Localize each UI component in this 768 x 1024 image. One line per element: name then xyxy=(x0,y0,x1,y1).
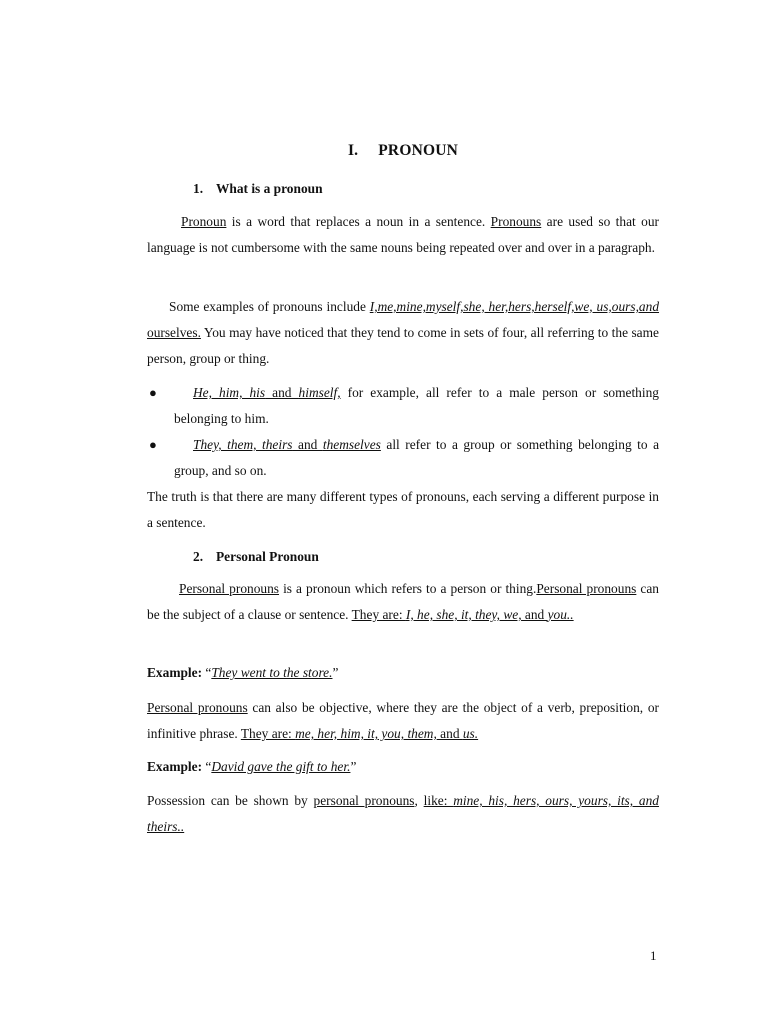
paragraph-personal-subject xyxy=(147,576,659,628)
paragraph-text: can also be objective, where they are the object of a verb, preposition, or infinitive phrase. xyxy=(147,700,659,741)
paragraph-text: are used so that our language is not cumbersome with the same nouns being repeated over and over in a paragraph. xyxy=(147,214,659,255)
section-heading-what-is-pronoun xyxy=(193,181,323,197)
bullet-icon: ● xyxy=(149,437,157,452)
paragraph-possession xyxy=(147,788,659,840)
example-label: Example: xyxy=(147,759,203,774)
bullet-connector: and xyxy=(265,385,299,400)
quote-close: ” xyxy=(350,759,357,774)
paragraph-text: You may have noticed that they tend to come in sets of four, all referring to the same person, group or thing. xyxy=(147,325,659,366)
section-heading-personal-pronoun xyxy=(193,549,319,565)
list-item xyxy=(147,432,659,484)
paragraph-text: is a pronoun which refers to a person or thing. xyxy=(279,581,537,596)
section-number: 1. xyxy=(193,181,204,196)
bullet-pronouns: They, them, theirs xyxy=(193,437,293,452)
example-label: Example: xyxy=(147,665,203,680)
bullet-text: for example, all refer to a male person or something belonging to him. xyxy=(174,385,659,426)
term-personal-pronouns: Personal pronouns xyxy=(179,581,280,596)
object-pronoun-list: me, her, him, it, you, them, xyxy=(295,726,437,741)
bullet-pronoun-last: himself, xyxy=(298,385,341,400)
bullet-pronouns: He, him, his xyxy=(193,385,266,400)
list-item xyxy=(147,380,659,432)
term-personal-pronouns: Personal pronouns xyxy=(147,700,248,715)
paragraph-text: Some examples of pronouns include xyxy=(169,299,370,314)
example-object xyxy=(147,754,659,780)
term-personal-pronouns: Personal pronouns xyxy=(536,581,637,596)
pronoun-example-last: ourselves. xyxy=(147,325,201,340)
paragraph-examples xyxy=(147,294,659,372)
object-pronoun-last: us. xyxy=(462,726,479,741)
document-page xyxy=(147,0,659,1024)
bullet-pronoun-last: themselves xyxy=(322,437,381,452)
page-number: 1 xyxy=(650,948,657,963)
quote-open: “ xyxy=(202,665,212,680)
subject-pronoun-last: you.. xyxy=(547,607,574,622)
term-personal-pronouns: personal pronouns xyxy=(313,793,415,808)
paragraph-text: , xyxy=(414,793,424,808)
section-heading-text: What is a pronoun xyxy=(216,181,323,196)
bullet-icon: ● xyxy=(149,385,157,400)
they-are-label: They are: xyxy=(351,607,406,622)
paragraph-definition xyxy=(147,209,659,261)
term-pronouns: Pronouns xyxy=(490,214,542,229)
list-connector: and xyxy=(521,607,548,622)
term-pronoun: Pronoun xyxy=(181,214,227,229)
list-connector: and xyxy=(436,726,463,741)
pronoun-example-list: I,me,mine,myself,she, her,hers,herself,we, us,ours,and xyxy=(369,299,660,314)
paragraph-types: The truth is that there are many different types of pronouns, each serving a different purpose in a sentence. xyxy=(147,489,659,530)
page-title xyxy=(147,142,659,160)
paragraph-personal-object xyxy=(147,695,659,747)
bullet-text: all refer to a group or something belonging to a group, and so on. xyxy=(174,437,660,478)
quote-open: “ xyxy=(202,759,212,774)
example-sentence: They went to the store. xyxy=(211,665,333,680)
paragraph-text: is a word that replaces a noun in a sentence. xyxy=(226,214,491,229)
bullet-connector: and xyxy=(292,437,323,452)
paragraph-text: Possession can be shown by xyxy=(147,793,314,808)
they-are-label: They are: xyxy=(240,726,296,741)
section-heading-text: Personal Pronoun xyxy=(216,549,319,564)
example-sentence: David gave the gift to her. xyxy=(211,759,351,774)
quote-close: ” xyxy=(332,665,339,680)
subject-pronoun-list: I, he, she, it, they, we, xyxy=(405,607,522,622)
title-text: PRONOUN xyxy=(378,142,459,159)
possessive-pronoun-list: mine, his, hers, ours, yours, its, and theirs.. xyxy=(147,793,659,834)
example-subject xyxy=(147,660,659,686)
paragraph-text: can be the subject of a clause or sentence. xyxy=(147,581,659,622)
title-number: I. xyxy=(347,142,359,159)
section-number: 2. xyxy=(193,549,204,564)
like-label: like: xyxy=(423,793,454,808)
